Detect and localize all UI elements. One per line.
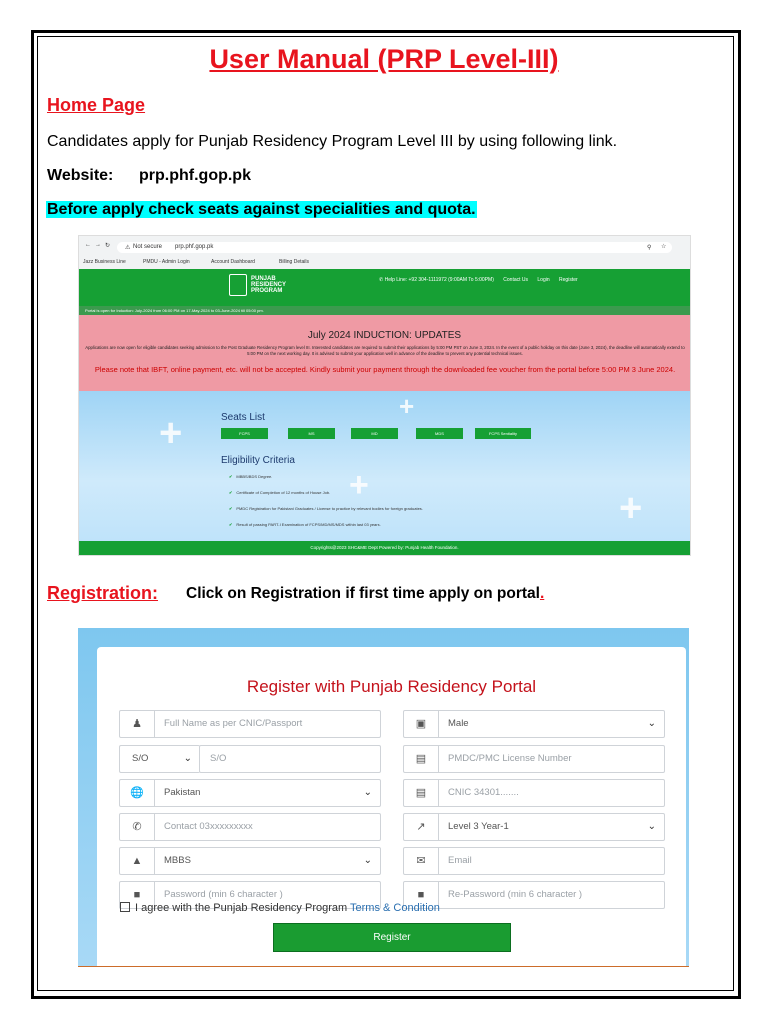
- intro-text: Candidates apply for Punjab Residency Program Level III by using following link.: [47, 133, 618, 150]
- check-icon: ✔: [229, 506, 233, 511]
- eligibility-item: ✔ PMDC Registration for Pakistani Graduates / License to practice by relevant bodies for foreign graduates.: [229, 506, 423, 511]
- register-button[interactable]: Register: [273, 923, 511, 952]
- password-field[interactable]: ■ Password (min 6 character ): [119, 881, 381, 909]
- chevron-down-icon: ⌄: [363, 787, 372, 798]
- bookmark-item[interactable]: Billing Details: [279, 259, 310, 265]
- divider: [78, 966, 689, 967]
- updates-title: July 2024 INDUCTION: UPDATES: [307, 330, 462, 341]
- header-links: [379, 277, 578, 283]
- seat-button-mds[interactable]: MDS: [416, 428, 463, 439]
- eligibility-item: ✔ Certificate of Completion of 12 months of House Job.: [229, 490, 331, 495]
- check-icon: ✔: [229, 522, 233, 527]
- terms-link[interactable]: Terms & Condition: [350, 902, 440, 914]
- full-name-field[interactable]: ♟ Full Name as per CNIC/Passport: [119, 710, 381, 738]
- id-badge-icon: ▣: [404, 711, 439, 737]
- bookmark-item[interactable]: Jazz Business Line: [83, 259, 126, 265]
- zoom-icon[interactable]: ⚲: [647, 245, 652, 251]
- forward-icon[interactable]: →: [95, 242, 101, 248]
- chevron-down-icon: ⌄: [363, 855, 372, 866]
- seat-button-ms[interactable]: MS: [288, 428, 335, 439]
- payment-warning: Please note that IBFT, online payment, etc. will not be accepted. Kindly submit your payment through the downloaded fee voucher from the portal before 5:00 PM 3 June 2024.: [94, 365, 676, 374]
- site-footer: Copyrights@2023 SHC&ME Dept Powered by: Punjab Health Foundation.: [79, 541, 690, 555]
- bookmark-item[interactable]: PMDU - Admin Login: [143, 259, 190, 265]
- graduation-cap-icon: ▲: [120, 848, 155, 874]
- hero-background: [79, 391, 690, 541]
- registration-heading: Registration:: [47, 583, 159, 603]
- relation-name-field[interactable]: S/O: [199, 745, 381, 773]
- cnic-field[interactable]: ▤ CNIC 34301.......: [403, 779, 665, 807]
- nav-login[interactable]: Login: [537, 277, 550, 283]
- registration-description: Click on Registration if first time apply on portal.: [186, 585, 545, 602]
- lock-icon: ■: [404, 882, 439, 908]
- browser-chrome: [79, 236, 690, 269]
- back-icon[interactable]: ←: [85, 242, 91, 248]
- check-icon: ✔: [229, 474, 233, 479]
- globe-icon: 🌐: [120, 780, 155, 806]
- help-line: Help Line: +92 304-1111972 (9:00AM To 5:00PM): [384, 277, 494, 283]
- nav-register[interactable]: Register: [559, 277, 578, 283]
- seat-button-fcps[interactable]: FCPS: [221, 428, 268, 439]
- chevron-down-icon: ⌄: [647, 718, 656, 729]
- license-number-field[interactable]: ▤ PMDC/PMC License Number: [403, 745, 665, 773]
- updates-text: Applications are now open for eligible candidates seeking admission to the Post Graduate Residency Program level III. Interested candidates are required to submit their applications by 5:00 PM PST on June 3, 2024. In the event of a public holiday on this date (June 3, 2024), the deadline will automatically extend to 5:00 PM on the next working day. It is advised to submit your application well in advance of the deadline to prevent any potential technical issues.: [85, 345, 685, 356]
- bookmarks-bar: [79, 256, 690, 268]
- seats-list-heading: Seats List: [221, 412, 265, 423]
- home-page-heading: Home Page: [47, 95, 146, 115]
- seat-button-md[interactable]: MD: [351, 428, 398, 439]
- bookmark-item[interactable]: Account Dashboard: [211, 259, 255, 265]
- degree-select[interactable]: ▲ MBBS ⌄: [119, 847, 381, 875]
- home-page-screenshot: ← → ↻ ⚠ Not secure prp.phf.gop.pk ⚲ ☆ Jazz Business Line PMDU - Admin Login Account Dashboard Billing Details PUNJAB RESIDENCY PROGRAM ✆ Help Line: +92 304-1111972 (9:00AM To 5:00PM) Contact Us Login Register Portal is open for Induction: July-2024 from 06:00 PM on 17-May-2024 to 03-June-2024 till 05:00 pm. July 2024 INDUCTION: UPDATES Applications are now open for eligible candidates seeking admission to the Post Graduate Residency Program level III. Interested candidates are required to submit their applications by 5:00 PM PST on June 3, 2024. In the event of a public holiday on this date (June 3, 2024), the deadline will automatically extend to 5:00 PM on the next working day. It is advised to submit your application well in advance of the deadline to prevent any potential technical issues. Please note that IBFT, online payment, etc. will not be accepted. Kindly submit your payment through the downloaded fee voucher from the portal before 5:00 PM 3 June 2024. + + + + Seats List FCPS MS MD MDS FCPS Sentiality Eligibility Criteria ✔ MBBS/BDS Degree. ✔ Certificate of Completion of 12 months of House Job. ✔ PMDC Registration for Pakistani Graduates / License to practice by relevant bodies for foreign graduates. ✔ Result of passing PART-I Examination of FCPS/MD/MS/MDS within last 03 years. Copyrights@2023 SHC&ME Dept Powered by: Punjab Health Foundation.: [78, 235, 691, 556]
- clipboard-icon: [229, 274, 247, 296]
- chevron-down-icon: ⌄: [647, 821, 656, 832]
- portal-notice: Portal is open for Induction: July-2024 from 06:00 PM on 17-May-2024 to 03-June-2024 till 05:00 pm.: [79, 306, 691, 315]
- gender-select[interactable]: ▣ Male ⌄: [403, 710, 665, 738]
- eligibility-item: ✔ Result of passing PART-I Examination of FCPS/MD/MS/MDS within last 03 years.: [229, 522, 381, 527]
- user-icon: ♟: [120, 711, 155, 737]
- cross-icon: +: [619, 486, 643, 530]
- level-select[interactable]: ↗ Level 3 Year-1 ⌄: [403, 813, 665, 841]
- updates-banner: [79, 315, 690, 391]
- id-card-icon: ▤: [404, 746, 439, 772]
- terms-checkbox[interactable]: [120, 902, 130, 912]
- register-title: Register with Punjab Residency Portal: [246, 677, 537, 696]
- relation-select[interactable]: S/O ⌄: [119, 745, 200, 773]
- seat-button-fcps-speciality[interactable]: FCPS Sentiality: [475, 428, 531, 439]
- site-header: [79, 269, 690, 306]
- email-field[interactable]: ✉ Email: [403, 847, 665, 875]
- lock-icon: ■: [120, 882, 155, 908]
- terms-agreement: I agree with the Punjab Residency Program Terms & Condition: [120, 902, 440, 914]
- not-secure-label: Not secure: [133, 244, 163, 250]
- id-card-icon: ▤: [404, 780, 439, 806]
- phone-icon: ✆: [379, 277, 384, 283]
- cross-icon: +: [159, 411, 183, 455]
- website-label: Website:: [47, 167, 114, 184]
- highlight-note: Before apply check seats against specialities and quota.: [47, 201, 476, 218]
- country-select[interactable]: 🌐 Pakistan ⌄: [119, 779, 381, 807]
- address-bar[interactable]: [117, 242, 672, 253]
- star-icon[interactable]: ☆: [661, 244, 667, 250]
- website-url[interactable]: prp.phf.gop.pk: [139, 167, 251, 184]
- register-card: [97, 647, 686, 967]
- registration-screenshot: [78, 628, 689, 967]
- chevron-down-icon: ⌄: [183, 753, 192, 764]
- chart-line-icon: ↗: [404, 814, 439, 840]
- document-title: User Manual (PRP Level-III): [209, 44, 559, 74]
- contact-field[interactable]: ✆ Contact 03xxxxxxxxx: [119, 813, 381, 841]
- url-text: prp.phf.gop.pk: [175, 244, 214, 250]
- nav-contact[interactable]: Contact Us: [503, 277, 529, 283]
- cross-icon: +: [399, 391, 415, 421]
- phone-icon: ✆: [120, 814, 155, 840]
- envelope-icon: ✉: [404, 848, 439, 874]
- cross-icon: +: [349, 466, 369, 504]
- check-icon: ✔: [229, 490, 233, 495]
- reload-icon[interactable]: ↻: [105, 243, 111, 249]
- warning-icon: ⚠: [125, 245, 131, 251]
- eligibility-heading: Eligibility Criteria: [221, 455, 295, 466]
- eligibility-item: ✔ MBBS/BDS Degree.: [229, 474, 273, 479]
- repassword-field[interactable]: ■ Re-Password (min 6 character ): [403, 881, 665, 909]
